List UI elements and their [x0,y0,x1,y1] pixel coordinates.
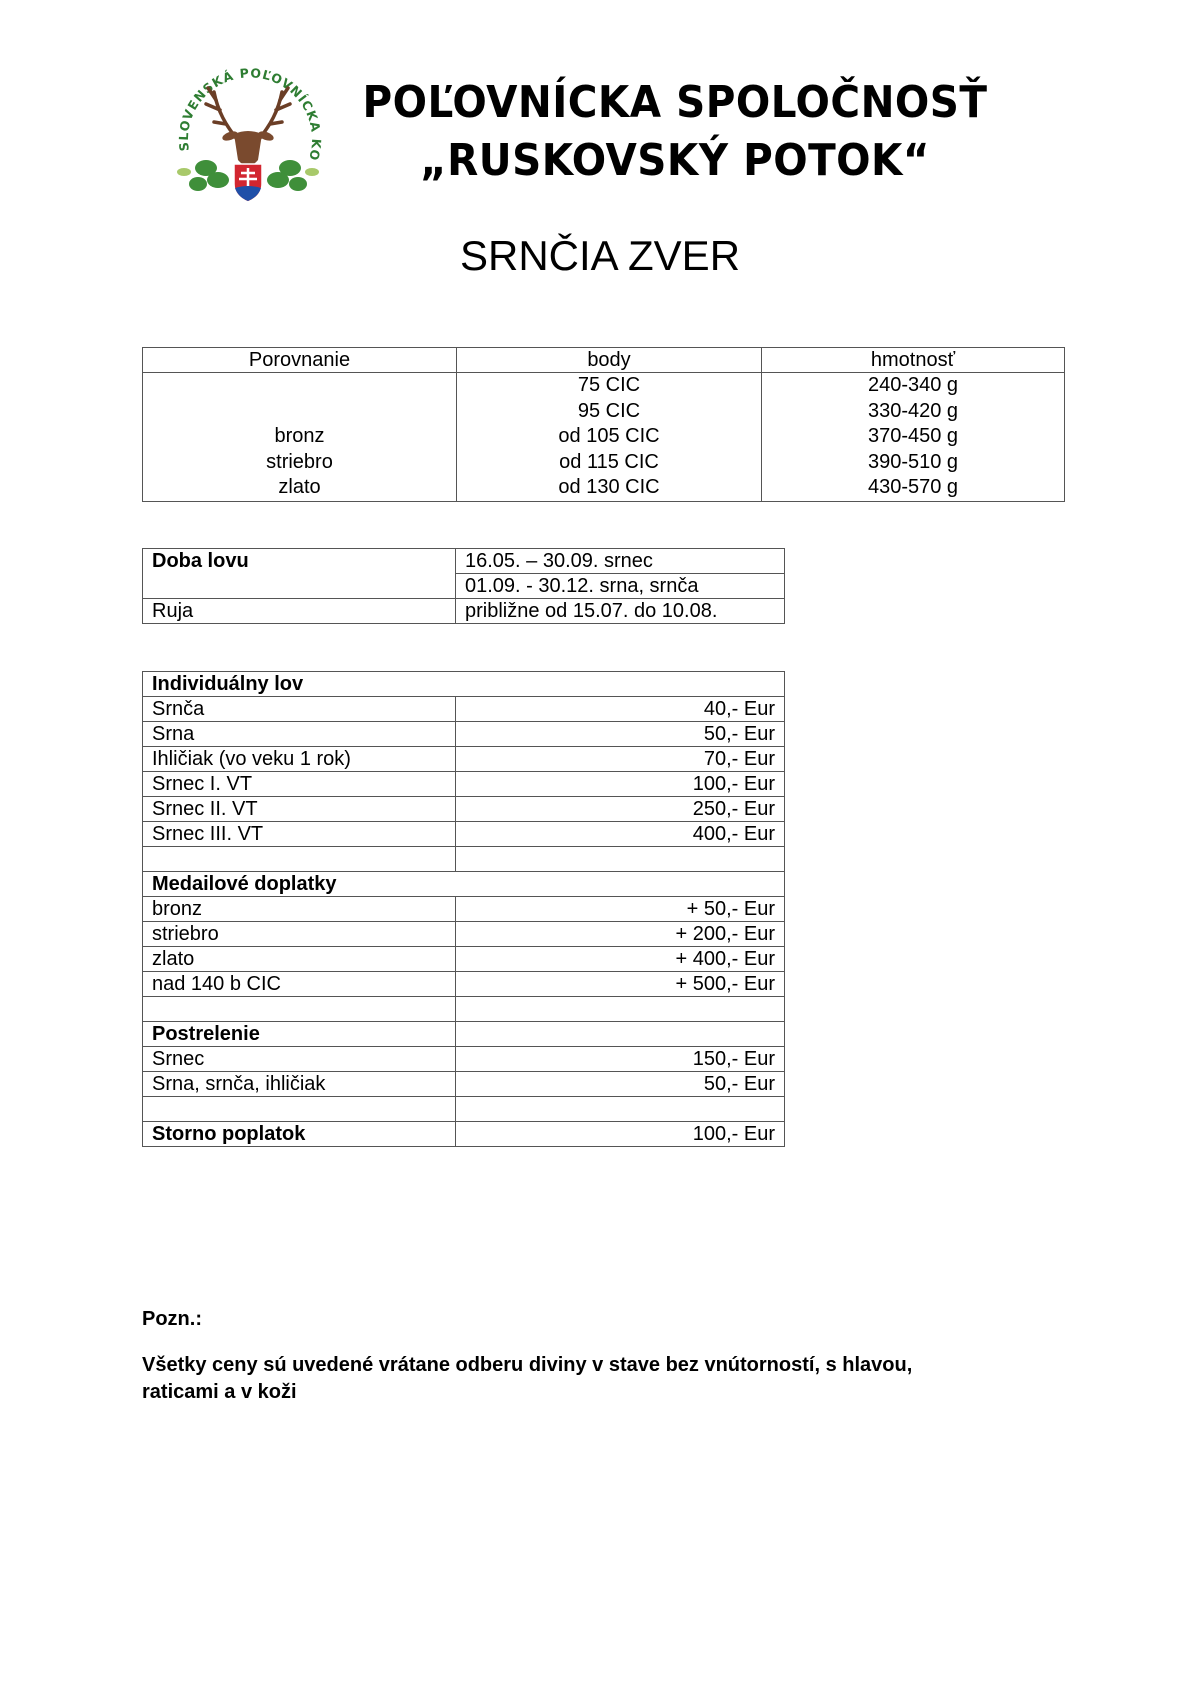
table-row [143,947,785,972]
organization-title-line1: POĽOVNÍCKA SPOLOČNOSŤ [362,77,988,128]
item-price: 100,- Eur [456,772,785,797]
item-label: Srnča [143,697,456,722]
hunting-period-doe-fawn: 01.09. - 30.12. srna, srnča [456,574,785,599]
note-text [142,1352,1042,1406]
item-label: nad 140 b CIC [143,972,456,997]
empty-row [143,1097,785,1122]
points-cell: 75 CIC [577,374,641,396]
empty-row [143,847,785,872]
item-price: 150,- Eur [456,1047,785,1072]
item-price: + 50,- Eur [456,897,785,922]
empty-cell [456,847,785,872]
section-header-row [143,1022,785,1047]
points-cell: od 130 CIC [558,476,660,499]
item-price: 400,- Eur [456,822,785,847]
item-price: 70,- Eur [456,747,785,772]
rank-cell [143,399,456,425]
note-text-line2: raticami a v koži [142,1381,297,1403]
points-cell: 95 CIC [577,399,641,422]
section-header-row [143,872,785,897]
hunting-season-table [142,548,785,624]
hunting-season-label: Doba lovu [143,549,456,599]
table-row [143,697,785,722]
table-body-row [143,373,1065,502]
deer-head-crest-icon [168,60,328,210]
empty-cell [143,847,456,872]
column-header-weight: hmotnosť [762,348,1065,373]
empty-cell [143,997,456,1022]
item-label: Srnec [143,1047,456,1072]
empty-row [143,997,785,1022]
note-label: Pozn.: [142,1308,202,1330]
table-row [143,1072,785,1097]
item-price: 50,- Eur [456,722,785,747]
item-label: bronz [143,897,456,922]
item-label: Srna [143,722,456,747]
column-header-comparison: Porovnanie [143,348,457,373]
empty-cell [456,1097,785,1122]
item-price: 40,- Eur [456,697,785,722]
cancellation-fee-label: Storno poplatok [143,1122,456,1147]
rank-cell: striebro [266,450,333,473]
table-row [143,599,785,624]
section-title-wounding: Postrelenie [143,1022,456,1047]
trophy-comparison-table [142,347,1065,502]
weight-column [762,373,1065,502]
weight-cell: 370-450 g [867,425,959,448]
item-label: striebro [143,922,456,947]
table-row [143,747,785,772]
item-price: + 200,- Eur [456,922,785,947]
item-label: Srna, srnča, ihličiak [143,1072,456,1097]
rank-column [143,373,457,502]
price-list-table [142,671,785,1147]
table-row [143,972,785,997]
table-row [143,772,785,797]
table-row [143,549,785,574]
table-row [143,1047,785,1072]
rank-cell: zlato [278,476,321,499]
table-row [143,1122,785,1147]
table-header-row [143,348,1065,373]
item-label: Srnec II. VT [143,797,456,822]
item-label: Srnec III. VT [143,822,456,847]
rank-cell [143,373,456,399]
note-text-line1: Všetky ceny sú uvedené vrátane odberu diviny v stave bez vnútorností, s hlavou, [142,1354,913,1376]
points-cell: od 115 CIC [559,450,659,473]
weight-cell: 330-420 g [867,399,959,422]
column-header-points: body [457,348,762,373]
logo-ring-text: SLOVENSKÁ POĽOVNÍCKA KO [175,65,325,163]
empty-cell [143,1097,456,1122]
item-price: + 400,- Eur [456,947,785,972]
item-price: 250,- Eur [456,797,785,822]
empty-cell [456,997,785,1022]
empty-cell [456,1022,785,1047]
item-label: zlato [143,947,456,972]
section-title-medal-surcharges: Medailové doplatky [143,872,785,897]
section-header-row [143,672,785,697]
section-title-individual-hunt: Individuálny lov [143,672,785,697]
cancellation-fee-price: 100,- Eur [456,1122,785,1147]
page-title: SRNČIA ZVER [459,232,741,279]
points-column [457,373,762,502]
item-label: Ihličiak (vo veku 1 rok) [143,747,456,772]
table-row [143,922,785,947]
rut-label: Ruja [143,599,456,624]
table-row [143,797,785,822]
weight-cell: 240-340 g [867,374,959,396]
table-row [143,722,785,747]
organization-title-line2: „RUSKOVSKÝ POTOK“ [420,135,930,186]
rut-period: približne od 15.07. do 10.08. [456,599,785,624]
weight-cell: 430-570 g [867,476,959,499]
table-row [143,822,785,847]
item-price: + 500,- Eur [456,972,785,997]
points-cell: od 105 CIC [558,425,660,448]
hunting-period-buck: 16.05. – 30.09. srnec [456,549,785,574]
item-price: 50,- Eur [456,1072,785,1097]
hunting-chamber-logo [168,60,328,210]
organization-title [358,74,993,190]
weight-cell: 390-510 g [867,450,959,473]
table-row [143,897,785,922]
rank-cell: bronz [274,425,325,448]
item-label: Srnec I. VT [143,772,456,797]
